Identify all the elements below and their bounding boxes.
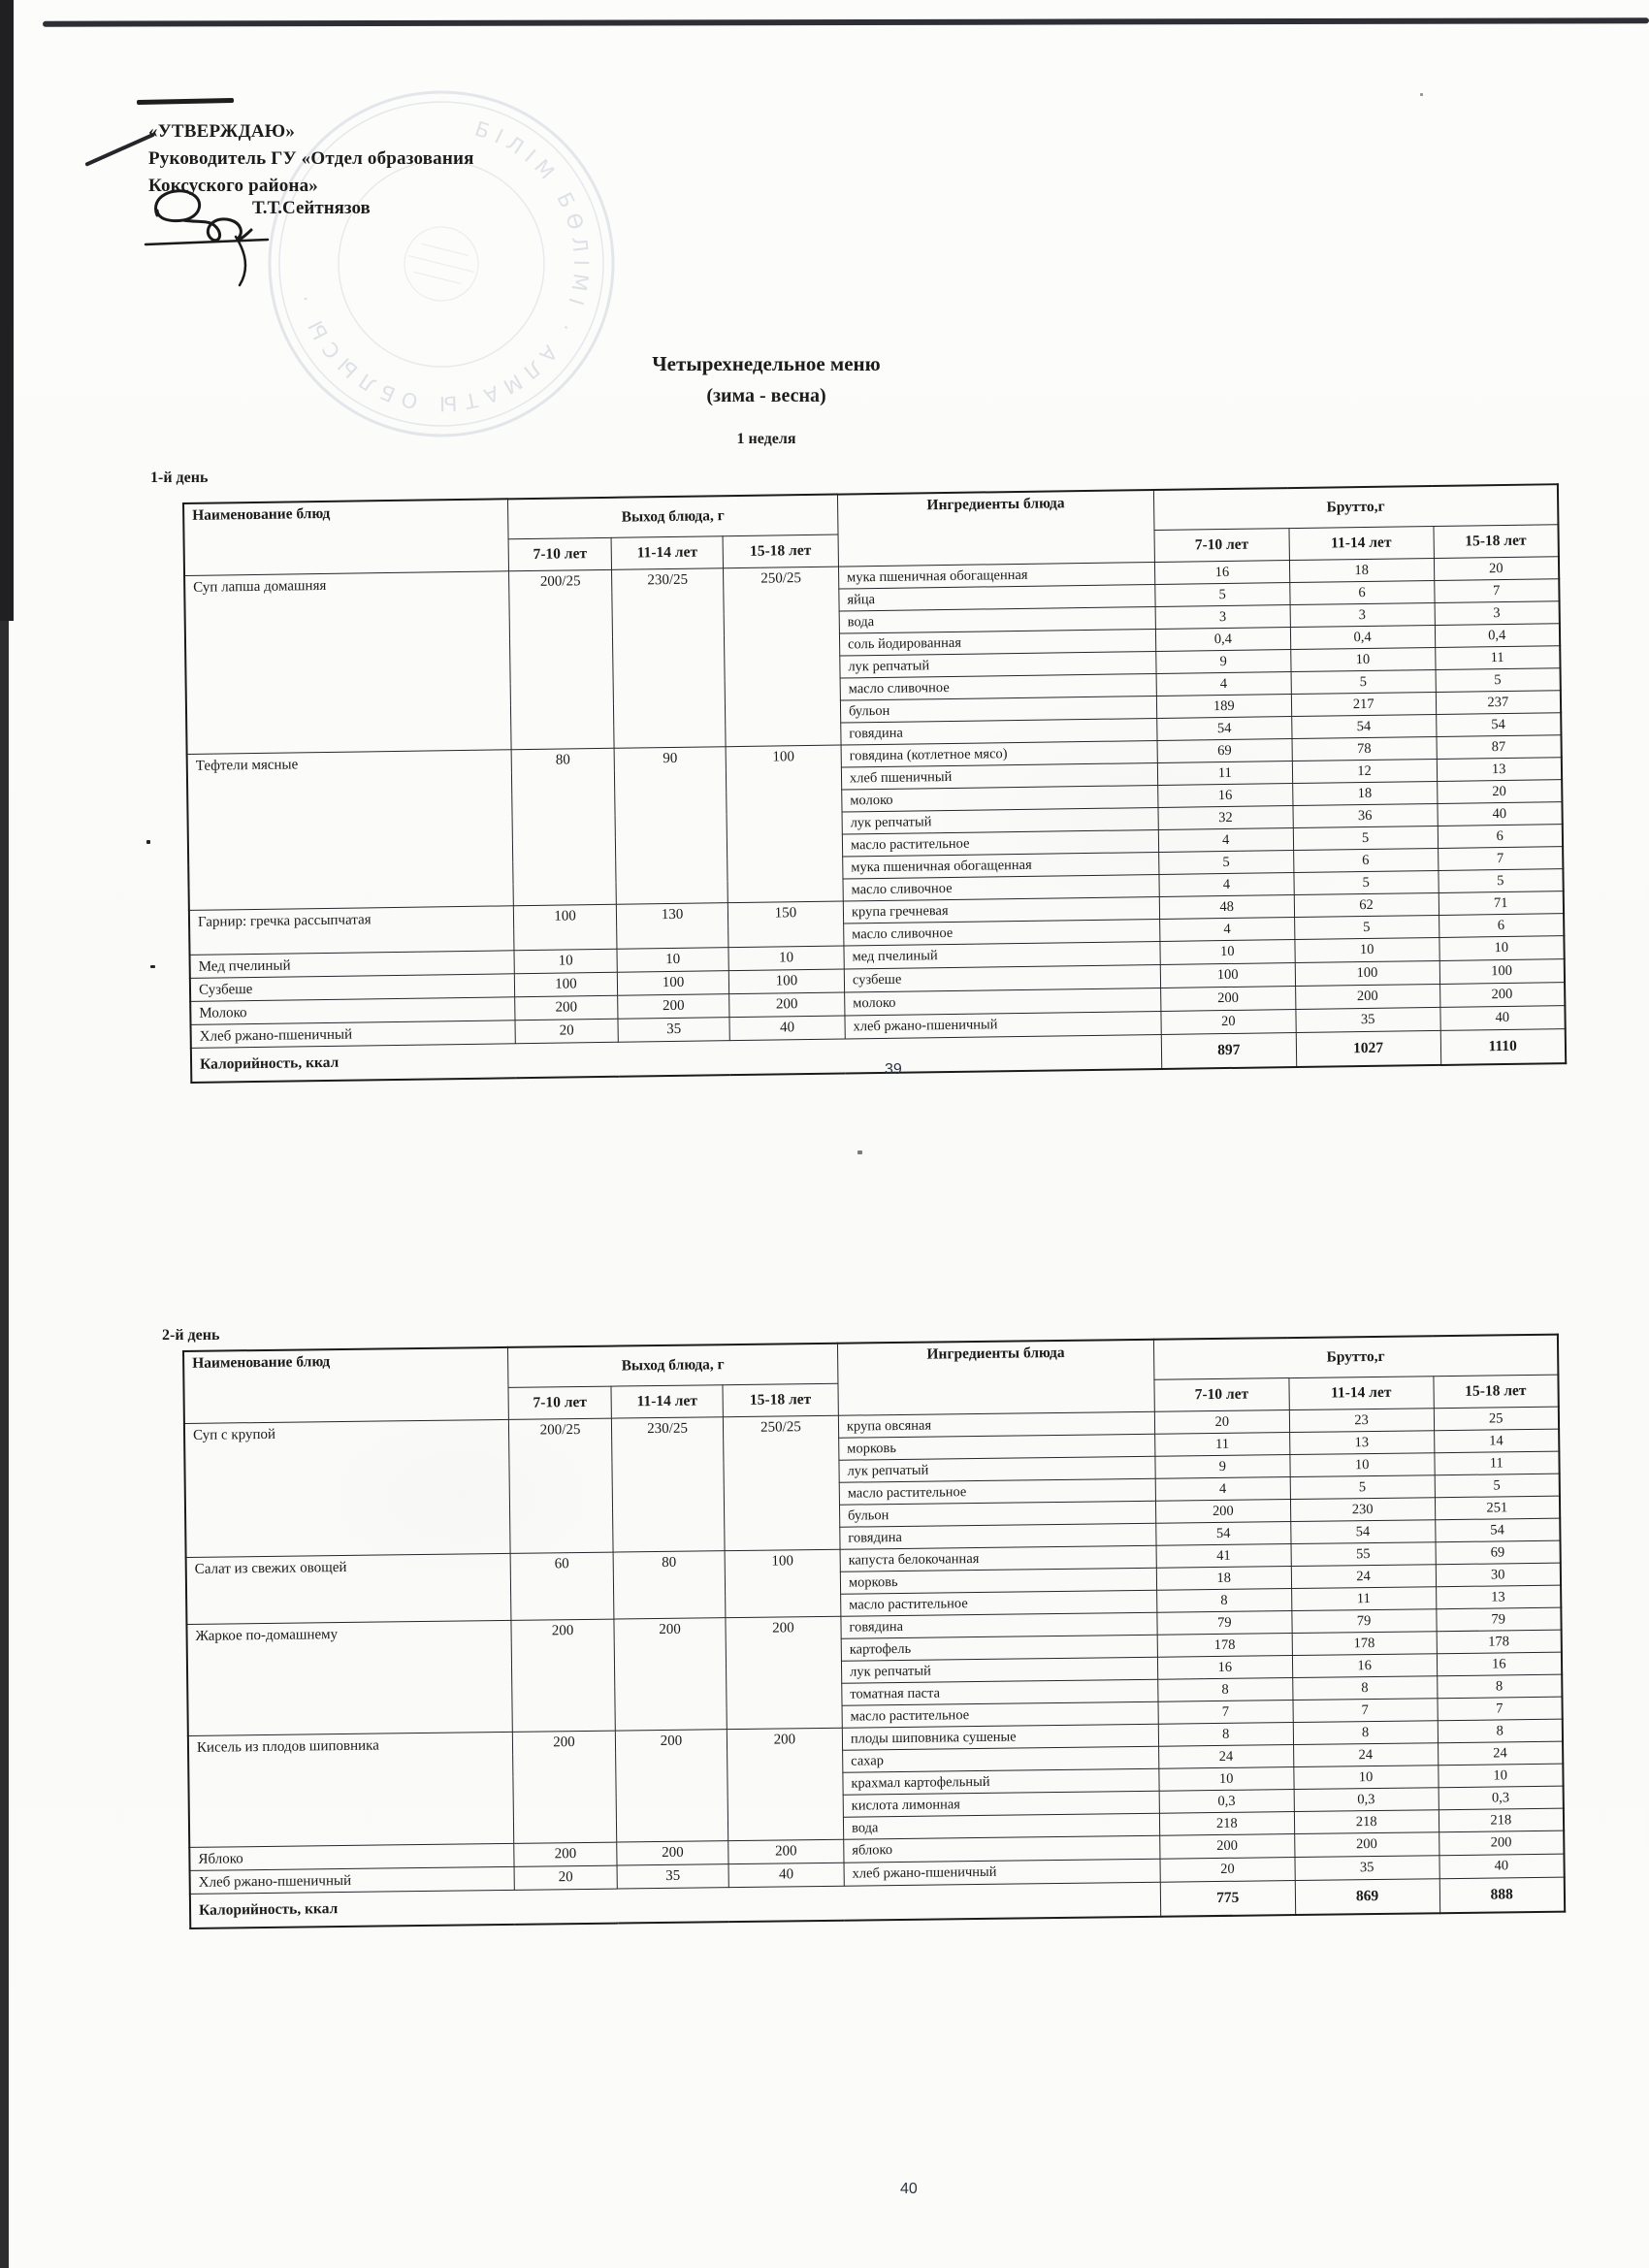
brutto-value-cell: 10 xyxy=(1439,936,1564,961)
day2-label: 2-й день xyxy=(162,1327,220,1344)
col-header-ingredients: Ингредиенты блюда xyxy=(837,1340,1154,1415)
brutto-value-cell: 3 xyxy=(1155,605,1290,630)
ingredient-name-cell: мука пшеничная обогащенная xyxy=(838,563,1154,590)
dish-output-cell: 200 xyxy=(729,992,845,1018)
brutto-value-cell: 10 xyxy=(1295,937,1439,962)
brutto-value-cell: 8 xyxy=(1156,1589,1291,1613)
ingredient-name-cell: бульон xyxy=(840,696,1156,723)
dish-output-cell: 10 xyxy=(514,949,618,973)
brutto-value-cell: 10 xyxy=(1159,1767,1294,1792)
ingredient-name-cell: лук репчатый xyxy=(841,1657,1157,1683)
brutto-value-cell: 24 xyxy=(1293,1743,1438,1767)
ingredient-name-cell: говядина xyxy=(840,1523,1156,1549)
dish-output-cell: 10 xyxy=(728,946,844,971)
dish-output-cell: 100 xyxy=(725,1549,841,1617)
ingredient-name-cell: масло сливочное xyxy=(840,674,1156,701)
brutto-value-cell: 7 xyxy=(1434,579,1559,603)
brutto-value-cell: 10 xyxy=(1438,1764,1563,1788)
menu-table xyxy=(182,483,1567,1084)
brutto-value-cell: 4 xyxy=(1156,672,1291,697)
brutto-value-cell: 218 xyxy=(1159,1812,1294,1836)
brutto-value-cell: 35 xyxy=(1296,1007,1440,1032)
dish-name-cell: Кисель из плодов шиповника xyxy=(188,1732,514,1847)
brutto-value-cell: 11 xyxy=(1435,646,1560,670)
brutto-value-cell: 20 xyxy=(1160,1858,1295,1883)
document-title: Четырехнедельное меню xyxy=(652,352,881,375)
scan-speck xyxy=(857,1150,862,1154)
col-header-ingredients: Ингредиенты блюда xyxy=(837,490,1154,567)
brutto-value-cell: 0,4 xyxy=(1290,625,1435,649)
dish-output-cell: 80 xyxy=(613,1551,726,1619)
scan-top-line xyxy=(43,17,1649,26)
brutto-value-cell: 13 xyxy=(1436,1585,1561,1609)
ingredient-name-cell: лук репчатый xyxy=(840,652,1156,679)
brutto-value-cell: 16 xyxy=(1437,1652,1562,1676)
dish-name-cell: Молоко xyxy=(190,997,515,1025)
col-header-age-brutto: 7-10 лет xyxy=(1154,529,1289,563)
brutto-value-cell: 5 xyxy=(1291,669,1436,694)
ingredient-name-cell: масло сливочное xyxy=(843,874,1159,901)
ingredient-name-cell: мука пшеничная обогащенная xyxy=(843,852,1159,879)
col-header-age-output: 7-10 лет xyxy=(508,1386,612,1419)
dish-name-cell: Мед пчелиный xyxy=(190,951,515,979)
ingredient-name-cell: говядина xyxy=(841,1612,1157,1638)
brutto-value-cell: 100 xyxy=(1439,959,1565,985)
brutto-value-cell: 11 xyxy=(1157,761,1292,786)
col-header-age-brutto: 11-14 лет xyxy=(1289,1377,1434,1410)
brutto-value-cell: 79 xyxy=(1436,1607,1561,1632)
title-block xyxy=(427,351,1106,448)
brutto-value-cell: 5 xyxy=(1436,668,1561,693)
dish-output-cell: 200 xyxy=(615,1730,728,1842)
week-label: 1 неделя xyxy=(736,431,796,447)
calories-label-cell: Калорийность, ккал xyxy=(191,1034,1162,1082)
brutto-value-cell: 200 xyxy=(1155,1500,1290,1524)
brutto-value-cell: 200 xyxy=(1295,984,1439,1009)
dish-output-cell: 100 xyxy=(513,904,617,950)
brutto-value-cell: 71 xyxy=(1439,891,1564,916)
dish-output-cell: 40 xyxy=(729,1016,845,1041)
dish-output-cell: 200 xyxy=(618,994,729,1020)
brutto-value-cell: 3 xyxy=(1435,601,1560,626)
brutto-value-cell: 5 xyxy=(1438,869,1563,893)
ingredient-name-cell: хлеб ржано-пшеничный xyxy=(844,1859,1160,1886)
brutto-value-cell: 5 xyxy=(1290,1475,1435,1500)
brutto-value-cell: 10 xyxy=(1290,647,1435,671)
col-header-age-brutto: 15-18 лет xyxy=(1433,525,1558,559)
brutto-value-cell: 87 xyxy=(1436,735,1561,760)
ingredient-name-cell: сузбеше xyxy=(844,964,1160,992)
brutto-value-cell: 25 xyxy=(1434,1407,1559,1431)
dish-name-cell: Яблоко xyxy=(189,1843,514,1870)
day2-menu-table-container xyxy=(182,1334,1566,1929)
brutto-value-cell: 78 xyxy=(1292,736,1437,761)
dish-output-cell: 200 xyxy=(727,1728,843,1840)
brutto-value-cell: 24 xyxy=(1438,1741,1563,1766)
dish-name-cell: Суп с крупой xyxy=(184,1419,510,1557)
ingredient-name-cell: хлеб ржано-пшеничный xyxy=(845,1011,1161,1039)
dish-output-cell: 200 xyxy=(614,1618,727,1731)
ingredient-name-cell: морковь xyxy=(840,1568,1156,1594)
brutto-value-cell: 54 xyxy=(1156,1522,1291,1546)
calories-total-cell: 869 xyxy=(1295,1879,1439,1915)
brutto-value-cell: 4 xyxy=(1159,873,1294,897)
brutto-value-cell: 69 xyxy=(1157,739,1292,763)
brutto-value-cell: 237 xyxy=(1436,691,1561,715)
brutto-value-cell: 20 xyxy=(1437,780,1562,804)
ingredient-name-cell: молоко xyxy=(842,785,1158,812)
ingredient-name-cell: крупа гречневая xyxy=(843,896,1159,923)
ingredient-name-cell: лук репчатый xyxy=(839,1456,1155,1482)
ingredient-name-cell: картофель xyxy=(841,1635,1157,1661)
dish-output-cell: 200 xyxy=(511,1619,616,1732)
brutto-value-cell: 54 xyxy=(1290,1520,1435,1544)
brutto-value-cell: 178 xyxy=(1437,1630,1562,1654)
brutto-value-cell: 62 xyxy=(1294,892,1439,917)
brutto-value-cell: 69 xyxy=(1436,1540,1561,1565)
brutto-value-cell: 100 xyxy=(1295,960,1439,986)
dish-output-cell: 35 xyxy=(618,1018,729,1043)
approval-line-3: Коксуского района» xyxy=(148,176,318,196)
ingredient-name-cell: мед пчелиный xyxy=(844,941,1160,969)
brutto-value-cell: 10 xyxy=(1290,1453,1435,1477)
brutto-value-cell: 6 xyxy=(1293,848,1438,872)
ingredient-name-cell: масло растительное xyxy=(842,1701,1158,1728)
dish-output-cell: 150 xyxy=(728,901,844,948)
brutto-value-cell: 16 xyxy=(1154,561,1289,585)
brutto-value-cell: 4 xyxy=(1155,1477,1290,1502)
ingredient-name-cell: плоды шиповника сушеные xyxy=(842,1724,1158,1750)
brutto-value-cell: 8 xyxy=(1292,1676,1437,1701)
day1-label: 1-й день xyxy=(150,470,209,486)
brutto-value-cell: 24 xyxy=(1291,1565,1436,1589)
dish-output-cell: 35 xyxy=(617,1864,728,1889)
col-header-age-brutto: 15-18 лет xyxy=(1433,1375,1558,1409)
calories-total-cell: 775 xyxy=(1160,1881,1295,1917)
brutto-value-cell: 10 xyxy=(1160,940,1295,965)
brutto-value-cell: 54 xyxy=(1435,1518,1560,1542)
dish-output-cell: 130 xyxy=(616,903,728,950)
col-header-age-brutto: 11-14 лет xyxy=(1289,526,1434,560)
col-header-brutto: Брутто,г xyxy=(1153,484,1558,530)
brutto-value-cell: 11 xyxy=(1434,1451,1559,1475)
dish-output-cell: 200 xyxy=(512,1731,617,1843)
brutto-value-cell: 55 xyxy=(1291,1542,1436,1567)
col-header-dish: Наименование блюд xyxy=(183,499,508,575)
col-header-age-output: 15-18 лет xyxy=(723,1383,838,1416)
calories-total-cell: 897 xyxy=(1161,1033,1296,1069)
page-number-39: 39 xyxy=(885,1061,902,1078)
brutto-value-cell: 41 xyxy=(1156,1544,1291,1569)
dish-name-cell: Суп лапша домашняя xyxy=(184,571,511,755)
dish-name-cell: Гарнир: гречка рассыпчатая xyxy=(189,906,514,956)
brutto-value-cell: 18 xyxy=(1156,1567,1291,1591)
brutto-value-cell: 8 xyxy=(1293,1721,1438,1745)
dish-name-cell: Сузбеше xyxy=(190,974,515,1002)
dish-output-cell: 250/25 xyxy=(723,1415,840,1550)
brutto-value-cell: 18 xyxy=(1289,558,1434,582)
col-header-brutto: Брутто,г xyxy=(1153,1335,1558,1380)
dish-name-cell: Салат из свежих овощей xyxy=(186,1553,511,1624)
brutto-value-cell: 100 xyxy=(1160,963,1295,988)
dish-name-cell: Хлеб ржано-пшеничный xyxy=(190,1866,515,1894)
dish-output-cell: 200/25 xyxy=(508,1418,613,1553)
brutto-value-cell: 23 xyxy=(1289,1409,1434,1433)
brutto-value-cell: 230 xyxy=(1290,1498,1435,1522)
brutto-value-cell: 5 xyxy=(1435,1474,1560,1498)
handwritten-signature-icon xyxy=(142,180,345,289)
document-subtitle: (зима - весна) xyxy=(706,385,826,406)
menu-table xyxy=(182,1334,1566,1929)
scan-speck xyxy=(150,965,155,968)
brutto-value-cell: 8 xyxy=(1437,1674,1562,1699)
ingredient-name-cell: хлеб пшеничный xyxy=(841,762,1157,790)
brutto-value-cell: 54 xyxy=(1291,714,1436,738)
brutto-value-cell: 48 xyxy=(1159,895,1294,920)
brutto-value-cell: 79 xyxy=(1157,1611,1292,1636)
ingredient-name-cell: соль йодированная xyxy=(839,630,1155,657)
page-number-40: 40 xyxy=(900,2181,918,2197)
ingredient-name-cell: томатная паста xyxy=(842,1679,1158,1705)
brutto-value-cell: 4 xyxy=(1158,828,1293,853)
dish-name-cell: Тефтели мясные xyxy=(187,750,514,911)
brutto-value-cell: 6 xyxy=(1289,580,1434,604)
ingredient-name-cell: говядина (котлетное мясо) xyxy=(841,740,1157,767)
brutto-value-cell: 12 xyxy=(1292,759,1437,783)
brutto-value-cell: 4 xyxy=(1159,918,1294,942)
brutto-value-cell: 20 xyxy=(1161,1010,1296,1035)
col-header-age-output: 11-14 лет xyxy=(611,536,723,570)
brutto-value-cell: 40 xyxy=(1437,802,1562,826)
brutto-value-cell: 35 xyxy=(1295,1856,1439,1881)
dish-output-cell: 200 xyxy=(515,995,619,1020)
calories-label-cell: Калорийность, ккал xyxy=(190,1882,1161,1928)
ingredient-name-cell: сахар xyxy=(843,1746,1159,1772)
dish-output-cell: 40 xyxy=(728,1863,844,1887)
brutto-value-cell: 7 xyxy=(1438,847,1563,871)
brutto-value-cell: 8 xyxy=(1438,1719,1563,1743)
scan-speck xyxy=(146,840,150,844)
brutto-value-cell: 200 xyxy=(1160,987,1295,1012)
col-header-age-output: 11-14 лет xyxy=(611,1385,723,1418)
brutto-value-cell: 218 xyxy=(1294,1810,1439,1834)
dish-output-cell: 200 xyxy=(617,1841,728,1865)
ingredient-name-cell: говядина xyxy=(841,718,1157,745)
brutto-value-cell: 7 xyxy=(1293,1699,1438,1723)
brutto-value-cell: 40 xyxy=(1439,1854,1564,1879)
brutto-value-cell: 40 xyxy=(1439,1006,1565,1031)
scan-speck xyxy=(1420,93,1423,96)
brutto-value-cell: 16 xyxy=(1158,784,1293,808)
brutto-value-cell: 9 xyxy=(1155,1455,1290,1479)
brutto-value-cell: 20 xyxy=(1434,557,1559,581)
dish-output-cell: 80 xyxy=(511,748,617,905)
col-header-age-output: 7-10 лет xyxy=(508,537,612,570)
pen-dash-mark xyxy=(137,98,234,105)
ingredient-name-cell: масло сливочное xyxy=(844,919,1160,946)
brutto-value-cell: 217 xyxy=(1291,692,1436,716)
brutto-value-cell: 218 xyxy=(1439,1808,1564,1832)
dish-output-cell: 20 xyxy=(514,1865,618,1890)
brutto-value-cell: 36 xyxy=(1293,803,1438,827)
brutto-value-cell: 3 xyxy=(1290,602,1435,627)
brutto-value-cell: 30 xyxy=(1436,1563,1561,1587)
col-header-age-brutto: 7-10 лет xyxy=(1154,1378,1289,1412)
dish-output-cell: 200/25 xyxy=(508,569,614,749)
brutto-value-cell: 200 xyxy=(1160,1834,1295,1860)
dish-output-cell: 100 xyxy=(514,972,618,996)
brutto-value-cell: 24 xyxy=(1158,1745,1293,1769)
brutto-value-cell: 0,3 xyxy=(1294,1788,1439,1812)
ingredient-name-cell: капуста белокочанная xyxy=(840,1545,1156,1571)
ingredient-name-cell: масло растительное xyxy=(841,1590,1157,1616)
approval-line-1: «УТВЕРЖДАЮ» xyxy=(148,121,296,142)
brutto-value-cell: 54 xyxy=(1436,713,1561,737)
brutto-value-cell: 178 xyxy=(1292,1632,1437,1656)
calories-total-cell: 1110 xyxy=(1440,1029,1566,1065)
brutto-value-cell: 9 xyxy=(1156,650,1291,674)
dish-output-cell: 230/25 xyxy=(612,568,726,749)
brutto-value-cell: 11 xyxy=(1291,1587,1436,1611)
dish-name-cell: Хлеб ржано-пшеничный xyxy=(191,1021,516,1049)
brutto-value-cell: 0,4 xyxy=(1155,628,1290,652)
brutto-value-cell: 6 xyxy=(1439,914,1564,938)
ingredient-name-cell: лук репчатый xyxy=(842,807,1158,834)
dish-output-cell: 200 xyxy=(726,1616,842,1729)
brutto-value-cell: 5 xyxy=(1294,915,1439,939)
ingredient-name-cell: вода xyxy=(843,1813,1159,1839)
dish-output-cell: 200 xyxy=(728,1839,844,1863)
dish-output-cell: 100 xyxy=(728,969,844,994)
brutto-value-cell: 14 xyxy=(1434,1429,1559,1453)
brutto-value-cell: 5 xyxy=(1155,583,1290,607)
ingredient-name-cell: яйца xyxy=(839,585,1155,612)
brutto-value-cell: 8 xyxy=(1158,1723,1293,1747)
dish-output-cell: 200 xyxy=(514,1842,618,1866)
brutto-value-cell: 20 xyxy=(1154,1410,1289,1435)
ingredient-name-cell: кислота лимонная xyxy=(843,1791,1159,1817)
brutto-value-cell: 0,3 xyxy=(1159,1790,1294,1814)
pen-diagonal-stroke xyxy=(84,132,155,166)
brutto-value-cell: 8 xyxy=(1158,1678,1293,1702)
ingredient-name-cell: крахмал картофельный xyxy=(843,1768,1159,1795)
brutto-value-cell: 0,4 xyxy=(1435,624,1560,648)
brutto-value-cell: 178 xyxy=(1157,1634,1292,1658)
dish-output-cell: 250/25 xyxy=(723,567,841,747)
brutto-value-cell: 10 xyxy=(1294,1766,1439,1790)
brutto-value-cell: 200 xyxy=(1439,983,1565,1008)
ingredient-name-cell: морковь xyxy=(839,1434,1155,1460)
brutto-value-cell: 251 xyxy=(1435,1496,1560,1520)
day1-menu-table-container xyxy=(182,483,1567,1084)
brutto-value-cell: 6 xyxy=(1438,825,1563,849)
dish-name-cell: Жаркое по-домашнему xyxy=(186,1620,512,1735)
brutto-value-cell: 79 xyxy=(1292,1609,1437,1634)
signer-name: Т.Т.Сейтнязов xyxy=(252,198,371,218)
brutto-value-cell: 32 xyxy=(1158,806,1293,830)
dish-output-cell: 100 xyxy=(726,745,843,903)
brutto-value-cell: 16 xyxy=(1157,1656,1292,1680)
dish-output-cell: 90 xyxy=(614,747,728,905)
stamp-text: БІЛІМ БӨЛІМІ · АЛМАТЫ ОБЛЫСЫ · xyxy=(292,116,594,416)
brutto-value-cell: 7 xyxy=(1158,1701,1293,1725)
dish-output-cell: 20 xyxy=(515,1019,619,1043)
ingredient-name-cell: масло растительное xyxy=(842,829,1158,857)
ingredient-name-cell: вода xyxy=(839,607,1155,634)
approval-line-2: Руководитель ГУ «Отдел образования xyxy=(148,148,474,169)
brutto-value-cell: 200 xyxy=(1439,1831,1564,1856)
ingredient-name-cell: масло растительное xyxy=(839,1478,1155,1505)
dish-output-cell: 230/25 xyxy=(612,1417,725,1552)
calories-total-cell: 1027 xyxy=(1296,1030,1440,1067)
brutto-value-cell: 5 xyxy=(1158,851,1293,875)
col-header-dish: Наименование блюд xyxy=(183,1347,508,1424)
brutto-value-cell: 16 xyxy=(1292,1654,1437,1678)
brutto-value-cell: 13 xyxy=(1289,1431,1434,1455)
brutto-value-cell: 5 xyxy=(1294,870,1439,894)
brutto-value-cell: 54 xyxy=(1157,717,1292,741)
brutto-value-cell: 13 xyxy=(1437,758,1562,782)
scanner-edge-bar-top xyxy=(0,0,14,621)
ingredient-name-cell: молоко xyxy=(845,988,1161,1016)
dish-output-cell: 100 xyxy=(617,971,728,996)
brutto-value-cell: 18 xyxy=(1292,781,1437,805)
dish-output-cell: 10 xyxy=(617,948,728,973)
ingredient-name-cell: крупа овсяная xyxy=(838,1411,1154,1438)
col-header-output: Выход блюда, г xyxy=(507,1344,838,1388)
calories-total-cell: 888 xyxy=(1439,1877,1565,1913)
brutto-value-cell: 189 xyxy=(1156,695,1291,719)
col-header-age-output: 15-18 лет xyxy=(723,535,838,568)
brutto-value-cell: 0,3 xyxy=(1439,1786,1564,1810)
ingredient-name-cell: яблоко xyxy=(844,1835,1160,1863)
brutto-value-cell: 11 xyxy=(1154,1433,1289,1457)
dish-output-cell: 60 xyxy=(510,1552,614,1620)
col-header-output: Выход блюда, г xyxy=(507,495,838,539)
brutto-value-cell: 5 xyxy=(1293,826,1438,850)
ingredient-name-cell: бульон xyxy=(839,1501,1155,1527)
brutto-value-cell: 200 xyxy=(1294,1832,1439,1858)
brutto-value-cell: 7 xyxy=(1437,1697,1562,1721)
